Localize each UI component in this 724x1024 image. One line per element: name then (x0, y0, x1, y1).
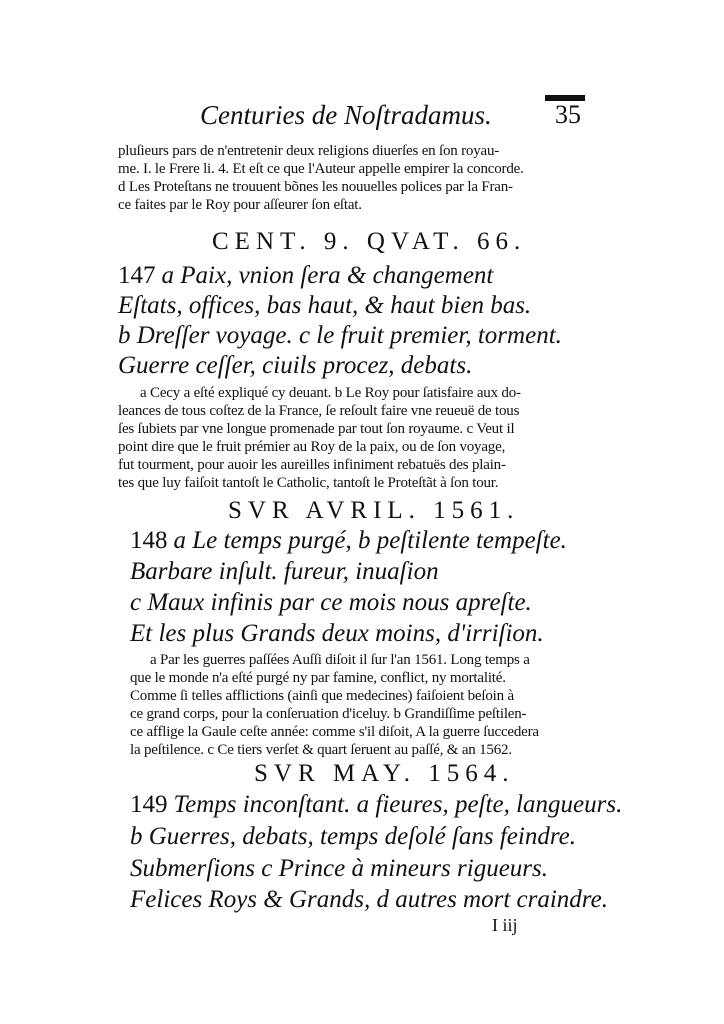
note-line: ſes ſubiets par vne longue promenade par tout ſon royaume. c Veut il (118, 421, 515, 437)
note-line: tes que luy faiſoit tantoſt le Catholic, tantoſt le Proteſtãt à ſon tour. (118, 475, 499, 491)
verse-line (130, 527, 567, 555)
note-line: ce faites par le Roy pour aſſeurer ſon eſtat. (118, 197, 362, 213)
note-line: Comme ſi telles afflictions (ainſi que medecines) faiſoient beſoin à (130, 688, 514, 704)
note-line: a Par les guerres paſſées Auſſi diſoit il ſur l'an 1561. Long temps a (150, 652, 530, 668)
note-line: a Cecy a eſté expliqué cy deuant. b Le Roy pour ſatisfaire aux do- (140, 385, 521, 401)
note-line: ce grand corps, pour la conſeruation d'iceluy. b Grandiſſime peſtilen- (130, 706, 527, 722)
verse-text: a Le temps purgé, b peſtilente tempeſte. (173, 527, 567, 554)
verse-line: Felices Roys & Grands, d autres mort craindre. (130, 886, 608, 913)
note-line: point dire que le fruit prémier au Roy de la paix, ou de ſon voyage, (118, 439, 506, 455)
quatrain-number: 147 (118, 262, 156, 289)
verse-line: b Dreſſer voyage. c le fruit premier, torment. (118, 322, 562, 349)
section-heading-may-1564: SVR MAY. 1564. (254, 760, 515, 787)
verse-line: Eſtats, offices, bas haut, & haut bien bas. (118, 292, 532, 319)
running-header-title: Centuries de Noſtradamus. (200, 100, 492, 130)
verse-line: Submerſions c Prince à mineurs rigueurs. (130, 855, 549, 882)
verse-line: Guerre ceſſer, ciuils procez, debats. (118, 352, 473, 379)
verse-text: a Paix, vnion ſera & changement (161, 262, 494, 289)
page-number: 35 (555, 100, 581, 129)
verse-line (130, 791, 622, 819)
note-line: pluſieurs pars de n'entretenir deux religions diuerſes en ſon royau- (118, 143, 500, 159)
quatrain-number: 149 (130, 791, 168, 818)
note-line: me. I. le Frere li. 4. Et eſt ce que l'Auteur appelle empirer la concorde. (118, 161, 524, 177)
section-heading-avril-1561: SVR AVRIL. 1561. (228, 497, 520, 524)
verse-line: Barbare inſult. fureur, inuaſion (130, 558, 439, 585)
note-line: ce afflige la Gaule ceſte année: comme s'il diſoit, A la guerre ſuccedera (130, 724, 539, 740)
verse-line (118, 262, 493, 290)
verse-line: c Maux infinis par ce mois nous apreſte. (130, 589, 532, 616)
note-line: leances de tous coſtez de la France, ſe reſoult faire vne reueuë de tous (118, 403, 520, 419)
note-line: la peſtilence. c Ce tiers verſet & quart ſeruent au paſſé, & an 1562. (130, 742, 512, 758)
section-heading-cent-9: CENT. 9. QVAT. 66. (212, 228, 527, 255)
verse-line: Et les plus Grands deux moins, d'irriſion. (130, 620, 544, 647)
note-line: fut tourment, pour auoir les aureilles infiniment rebatuës des plain- (118, 457, 506, 473)
signature-mark: I iij (492, 915, 518, 935)
quatrain-number: 148 (130, 527, 168, 554)
note-line: que le monde n'a eſté purgé ny par famine, conflict, ny mortalité. (130, 670, 506, 686)
verse-text: Temps inconſtant. a fieures, peſte, langueurs. (173, 791, 623, 818)
verse-line: b Guerres, debats, temps deſolé ſans feindre. (130, 823, 576, 850)
note-line: d Les Proteſtans ne trouuent bõnes les nouuelles polices par la Fran- (118, 179, 513, 195)
